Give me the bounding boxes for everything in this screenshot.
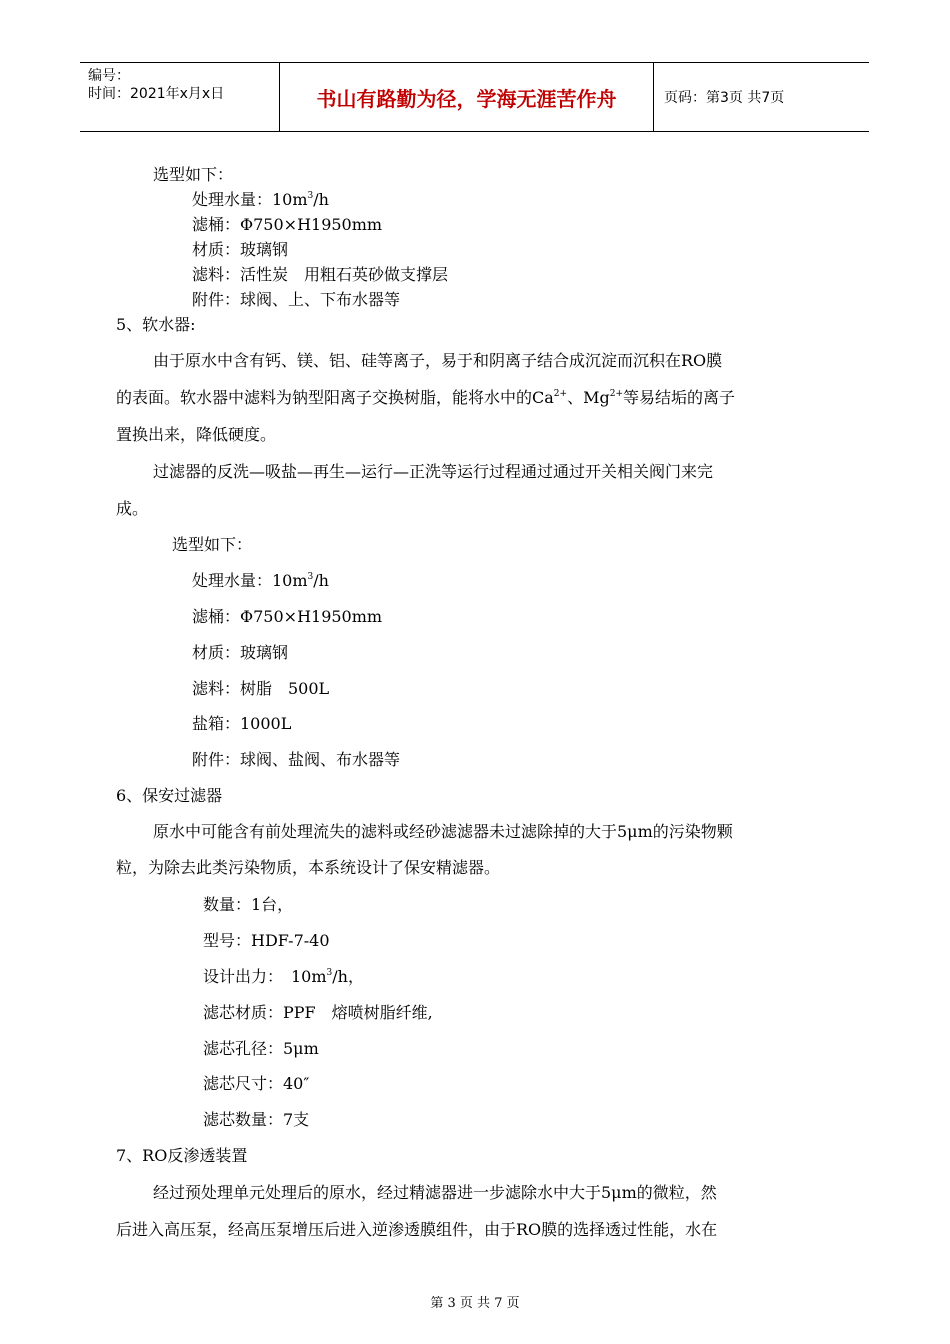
text-line: 滤芯孔径：5μm <box>203 1039 319 1058</box>
text-line: 盐箱：1000L <box>192 714 292 733</box>
text-line: 滤桶：Φ750×H1950mm <box>192 607 383 626</box>
text-line: 选型如下： <box>153 165 234 184</box>
text-line: 置换出来，降低硬度。 <box>116 425 277 444</box>
text-line: 型号：HDF-7-40 <box>203 931 330 950</box>
section-heading: 7、RO反渗透装置 <box>116 1146 248 1165</box>
text-line: 附件：球阀、盐阀、布水器等 <box>192 750 401 769</box>
section-heading: 5、软水器: <box>116 315 196 334</box>
text-line: 的表面。软水器中滤料为钠型阳离子交换树脂，能将水中的$Ca^{2+}$、$Mg^{2+}$等易结垢的离子 <box>116 388 736 407</box>
header-info <box>80 63 280 131</box>
text-line: 滤芯尺寸：40″ <box>203 1074 310 1093</box>
text-line: 由于原水中含有钙、镁、铝、硅等离子，易于和阴离子结合成沉淀而沉积在RO膜 <box>153 351 723 370</box>
text-line: 滤芯数量：7支 <box>203 1110 310 1129</box>
page-header <box>80 62 869 132</box>
text-line: 材质：玻璃钢 <box>192 240 289 259</box>
text-line: 后进入高压泵，经高压泵增压后进入逆渗透膜组件，由于RO膜的选择透过性能，水在 <box>116 1220 718 1239</box>
page-footer: 第 3 页 共 7 页 <box>430 1296 520 1311</box>
time-label: 时间：2021年x月x日 <box>88 86 225 102</box>
text-line: 设计出力： $10m^3/h$， <box>203 967 364 986</box>
text-line: 处理水量：$10m^3/h$ <box>192 571 329 590</box>
text-line: 处理水量：$10m^3/h$ <box>192 190 329 209</box>
serial-label: 编号： <box>88 68 130 84</box>
text-line: 附件：球阀、上、下布水器等 <box>192 290 401 309</box>
text-line: 原水中可能含有前处理流失的滤料或经砂滤滤器未过滤除掉的大于5μm的污染物颗 <box>153 822 733 841</box>
text-line: 滤料：树脂 500L <box>192 679 330 698</box>
text-line: 数量：1台， <box>203 895 294 914</box>
header-motto: 书山有路勤为径，学海无涯苦作舟 <box>280 63 654 131</box>
text-line: 粒，为除去此类污染物质，本系统设计了保安精滤器。 <box>116 858 501 877</box>
text-line: 过滤器的反洗—吸盐—再生—运行—正洗等运行过程通过通过开关相关阀门来完 <box>153 462 714 481</box>
text-line: 选型如下： <box>172 535 253 554</box>
text-line: 经过预处理单元处理后的原水，经过精滤器进一步滤除水中大于5μm的微粒，然 <box>153 1183 717 1202</box>
text-line: 滤芯材质：PPF 熔喷树脂纤维, <box>203 1003 433 1022</box>
text-line: 滤料：活性炭 用粗石英砂做支撑层 <box>192 265 449 284</box>
text-line: 成。 <box>116 499 149 518</box>
header-page-info: 页码：第3页 共7页 <box>664 90 785 106</box>
text-line: 材质：玻璃钢 <box>192 643 289 662</box>
text-line: 滤桶：Φ750×H1950mm <box>192 215 383 234</box>
section-heading: 6、保安过滤器 <box>116 786 223 805</box>
